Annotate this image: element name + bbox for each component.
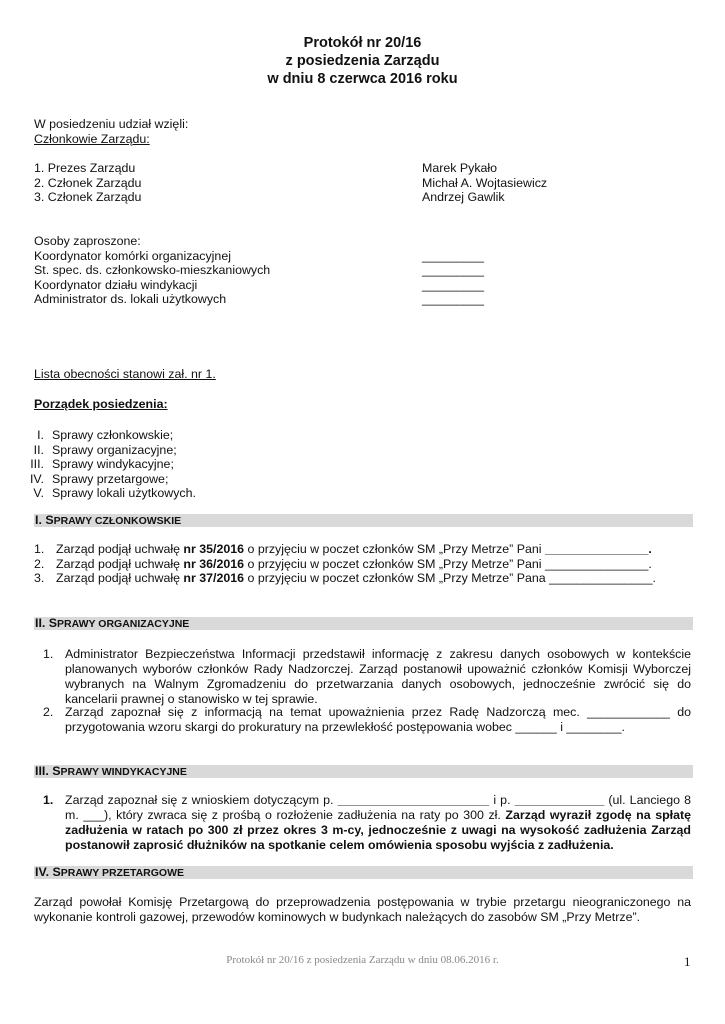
item-num: 2. — [43, 705, 54, 719]
member-resolution — [34, 571, 656, 586]
board-row — [34, 161, 634, 176]
members-list — [34, 542, 656, 586]
invited-role: Koordynator działu windykacji — [34, 277, 198, 292]
invited-role: Koordynator komórki organizacyjnej — [34, 248, 231, 263]
title-line-2: z posiedzenia Zarządu — [285, 53, 440, 69]
resolution-pre: Zarząd podjął uchwałę — [56, 556, 184, 571]
invited-role: Administrator ds. lokali użytkowych — [34, 292, 227, 307]
collections-text: Zarząd zapoznał się z wnioskiem dotyczącym p. — [65, 793, 338, 807]
org-item — [43, 705, 691, 735]
org-item-text: Administrator Bezpieczeństwa Informacji przedstawił informację z zakresu danych osobowych w kontekście planowanych wyborów członków Rady Nadzorczej. Zarząd postanowił upoważnić członków Komisji Wyborczej wybranych na Walnym Zgromadzeniu do przetwarzania danych osobowych, jednocześnie zwrócić się do kancelarii prawnej o stanowisko w tej sprawie. — [65, 647, 691, 706]
section-num: IV. — [35, 865, 53, 879]
board-role: 1. Prezes Zarządu — [34, 161, 136, 175]
item-num: 3. — [34, 571, 45, 586]
page-number: 1 — [684, 954, 691, 969]
agenda-text: Sprawy lokali użytkowych. — [52, 486, 196, 501]
section-title: PRAWY PRZETARGOWE — [60, 867, 185, 879]
agenda-text: Sprawy windykacyjne; — [52, 457, 174, 472]
org-item — [43, 647, 691, 707]
name-blank: ______________________ — [337, 793, 490, 807]
item-num: 2. — [34, 556, 45, 571]
agenda-list — [12, 428, 196, 501]
attendance-intro — [34, 117, 188, 146]
resolution-post: o przyjęciu w poczet członków SM „Przy Metrze” Pani — [244, 542, 545, 556]
section-num: III. — [35, 764, 53, 778]
agenda-item — [12, 472, 196, 487]
agenda-num: IV. — [29, 471, 44, 486]
resolution-number: nr 37/2016 — [183, 571, 245, 586]
collections-text: (ul. Lanciego 8 m. ___), który zwraca się z prośbą o rozłożenie zadłużenia na raty po 300 zł. — [65, 793, 691, 822]
agenda-num: V. — [33, 486, 44, 501]
resolution-number: nr 36/2016 — [183, 556, 245, 571]
invited-name: _________ — [422, 263, 485, 278]
invited-heading: Osoby zaproszone: — [34, 234, 141, 248]
collections-item — [43, 793, 692, 853]
item-num: 1. — [43, 793, 54, 807]
agenda-num: I. — [37, 428, 44, 442]
agenda-text: Sprawy członkowskie; — [52, 428, 174, 442]
section-heading-tenders — [34, 866, 693, 879]
item-num: 1. — [43, 647, 54, 661]
attendance-list-note: Lista obecności stanowi zał. nr 1. — [34, 367, 216, 381]
agenda-item — [12, 457, 196, 472]
board-name: Michał A. Wojtasiewicz — [422, 175, 548, 190]
section-title: PRAWY ORGANIZACYJNE — [57, 618, 190, 630]
section-heading-collections — [34, 765, 693, 778]
org-item-text: Zarząd zapoznał się z informacją na temat upoważnienia przez Radę Nadzorczą mec. ____________ do przygotowania wzoru skargi do prokuratury na przewlekłość postępowania wobec ______ i ________. — [65, 705, 691, 734]
agenda-text: Sprawy organizacyjne; — [52, 442, 177, 457]
name-blank: _______________. — [544, 556, 652, 571]
invited-row — [34, 292, 634, 307]
resolution-post: o przyjęciu w poczet członków SM „Przy Metrze” Pani — [244, 556, 545, 571]
item-num: 1. — [34, 542, 45, 556]
document-title — [0, 34, 725, 88]
section-num: II. — [35, 616, 49, 630]
footer-text: Protokół nr 20/16 z posiedzenia Zarządu w dniu 08.06.2016 r. — [226, 954, 499, 966]
agenda-item — [12, 428, 196, 443]
invited-name: _________ — [422, 292, 485, 307]
section-heading-members — [34, 514, 693, 527]
resolution-number: nr 35/2016 — [183, 542, 245, 556]
invited-row — [34, 278, 634, 293]
board-row — [34, 190, 634, 205]
section-initial: S — [52, 865, 61, 879]
agenda-item — [12, 486, 196, 501]
section-initial: S — [45, 513, 54, 527]
section-initial: S — [48, 616, 58, 630]
member-resolution — [34, 557, 656, 572]
title-line-3: w dniu 8 czerwca 2016 roku — [267, 71, 458, 87]
resolution-pre: Zarząd podjął uchwałę — [56, 571, 184, 586]
name-blank: _____________ — [514, 793, 605, 807]
section-num: I. — [35, 513, 46, 527]
invited-name: _________ — [422, 277, 485, 292]
name-blank: _______________. — [544, 542, 652, 556]
attendance-intro-text: W posiedzeniu udział wzięli: — [34, 117, 189, 131]
invited-row — [34, 263, 634, 278]
resolution-pre: Zarząd podjął uchwałę — [56, 542, 184, 556]
invited-name: _________ — [422, 248, 485, 263]
agenda-num: III. — [30, 457, 44, 472]
name-blank: _______________. — [549, 571, 656, 586]
title-line-1: Protokół nr 20/16 — [303, 35, 422, 51]
section-title: PRAWY WINDYKACYJNE — [60, 766, 187, 778]
board-row — [34, 176, 634, 191]
agenda-item — [12, 443, 196, 458]
section-title: PRAWY CZŁONKOWSKIE — [53, 515, 182, 527]
section-heading-organizational — [34, 617, 693, 630]
invited-row — [34, 249, 634, 264]
board-heading: Członkowie Zarządu: — [34, 131, 150, 146]
member-resolution — [34, 542, 656, 557]
tender-paragraph: Zarząd powołał Komisję Przetargową do przeprowadzenia postępowania w trybie przetargu nieograniczonego na wykonanie kontroli gazowej, przewodów kominowych w budynkach należących do zasobów SM „Przy Metrze”. — [34, 895, 691, 924]
section-initial: S — [52, 764, 61, 778]
agenda-text: Sprawy przetargowe; — [52, 471, 169, 486]
board-list — [34, 161, 634, 205]
collections-decision: Zarząd wyraził zgodę na spłatę zadłużenia w ratach po 300 zł przez okres 3 m-cy, jednocześnie z uwagi na wysokość zadłużenia Zarząd postanowił zaprosić dłużników na spotkanie celem omówienia sposobu wyjścia z zadłużenia. — [65, 808, 692, 852]
board-name: Marek Pykało — [422, 161, 498, 175]
agenda-heading: Porządek posiedzenia: — [34, 397, 168, 411]
agenda-num: II. — [33, 442, 44, 457]
board-role: 3. Członek Zarządu — [34, 190, 142, 205]
invited-list — [34, 234, 634, 307]
collections-text: i p. — [489, 793, 515, 807]
invited-role: St. spec. ds. członkowsko-mieszkaniowych — [34, 263, 271, 278]
board-role: 2. Członek Zarządu — [34, 175, 142, 190]
board-name: Andrzej Gawlik — [422, 190, 505, 205]
resolution-post: o przyjęciu w poczet członków SM „Przy Metrze” Pana — [244, 571, 550, 586]
